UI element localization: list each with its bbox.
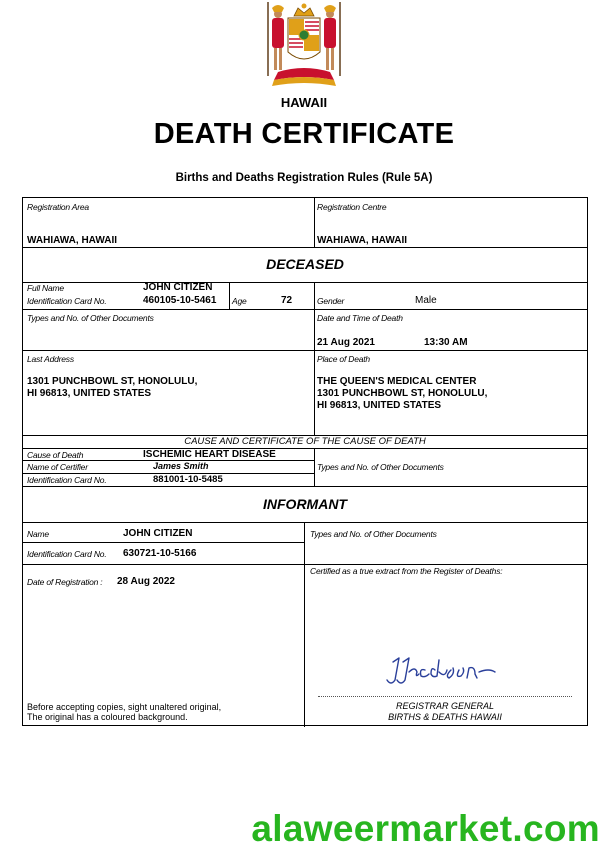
- divider: [314, 448, 315, 486]
- informant-name-label: Name: [27, 529, 49, 539]
- last-address-label: Last Address: [27, 354, 74, 364]
- divider: [23, 542, 304, 543]
- registrar-title: REGISTRAR GENERAL: [395, 701, 495, 711]
- cause-of-death-value: ISCHEMIC HEART DISEASE: [143, 449, 276, 460]
- certifier-value: James Smith: [153, 461, 209, 471]
- divider: [23, 522, 587, 523]
- watermark-text: alaweermarket.com: [251, 808, 600, 849]
- informant-id-value: 630721-10-5166: [123, 548, 197, 559]
- divider: [304, 522, 305, 727]
- place-of-death-line: 1301 PUNCHBOWL ST, HONOLULU,: [317, 388, 488, 399]
- divider: [23, 350, 587, 351]
- rules-subtitle: Births and Deaths Registration Rules (Rule 5A): [175, 172, 433, 184]
- divider: [23, 564, 587, 565]
- registration-centre-value: WAHIAWA, HAWAII: [317, 235, 407, 246]
- registration-area-label: Registration Area: [27, 202, 89, 212]
- divider: [23, 448, 587, 449]
- other-documents-label: Types and No. of Other Documents: [27, 313, 154, 323]
- date-of-death-value: 21 Aug 2021: [317, 337, 375, 348]
- last-address-line: 1301 PUNCHBOWL ST, HONOLULU,: [27, 376, 198, 387]
- divider: [23, 247, 587, 248]
- deceased-id-label: Identification Card No.: [27, 296, 107, 306]
- registration-date-label: Date of Registration :: [27, 577, 103, 587]
- registrar-subtitle: BIRTHS & DEATHS HAWAII: [388, 712, 502, 722]
- time-of-death-value: 13:30 AM: [424, 337, 468, 348]
- place-of-death-label: Place of Death: [317, 354, 370, 364]
- age-value: 72: [281, 295, 293, 306]
- state-heading: HAWAII: [280, 95, 328, 110]
- gender-value: Male: [415, 295, 437, 306]
- notice-line: The original has a coloured background.: [27, 712, 188, 722]
- cause-other-documents-label: Types and No. of Other Documents: [317, 462, 444, 472]
- divider: [229, 282, 230, 309]
- registration-date-value: 28 Aug 2022: [117, 576, 175, 587]
- date-time-of-death-label: Date and Time of Death: [317, 313, 403, 323]
- divider: [23, 282, 587, 283]
- registration-centre-label: Registration Centre: [317, 202, 387, 212]
- registration-area-value: WAHIAWA, HAWAII: [27, 235, 117, 246]
- place-of-death-line: HI 96813, UNITED STATES: [317, 400, 442, 411]
- full-name-label: Full Name: [27, 283, 64, 293]
- certifier-label: Name of Certifier: [27, 462, 88, 472]
- divider: [23, 486, 587, 487]
- deceased-id-value: 460105-10-5461: [143, 295, 217, 306]
- hawaii-coat-of-arms-icon: [258, 0, 350, 92]
- certificate-form: [22, 197, 588, 726]
- age-label: Age: [232, 296, 247, 306]
- informant-section-title: INFORMANT: [263, 496, 347, 512]
- divider: [314, 282, 315, 435]
- informant-name-value: JOHN CITIZEN: [123, 528, 193, 539]
- full-name-value: JOHN CITIZEN: [143, 282, 213, 293]
- registrar-signature: [385, 652, 505, 688]
- certified-extract-text: Certified as a true extract from the Register of Deaths:: [310, 566, 503, 576]
- certifier-id-label: Identification Card No.: [27, 475, 107, 485]
- divider: [23, 309, 587, 310]
- informant-id-label: Identification Card No.: [27, 549, 107, 559]
- informant-other-documents-label: Types and No. of Other Documents: [310, 529, 437, 539]
- place-of-death-line: THE QUEEN'S MEDICAL CENTER: [317, 376, 477, 387]
- cause-section-title: CAUSE AND CERTIFICATE OF THE CAUSE OF DEATH: [184, 436, 426, 447]
- document-title: DEATH CERTIFICATE: [153, 118, 455, 150]
- gender-label: Gender: [317, 296, 345, 306]
- certifier-id-value: 881001-10-5485: [153, 474, 223, 485]
- cause-of-death-label: Cause of Death: [27, 450, 84, 460]
- signature-line: [318, 696, 572, 697]
- deceased-section-title: DECEASED: [266, 256, 344, 272]
- last-address-line: HI 96813, UNITED STATES: [27, 388, 152, 399]
- divider: [314, 198, 315, 247]
- notice-line: Before accepting copies, sight unaltered original,: [27, 702, 222, 712]
